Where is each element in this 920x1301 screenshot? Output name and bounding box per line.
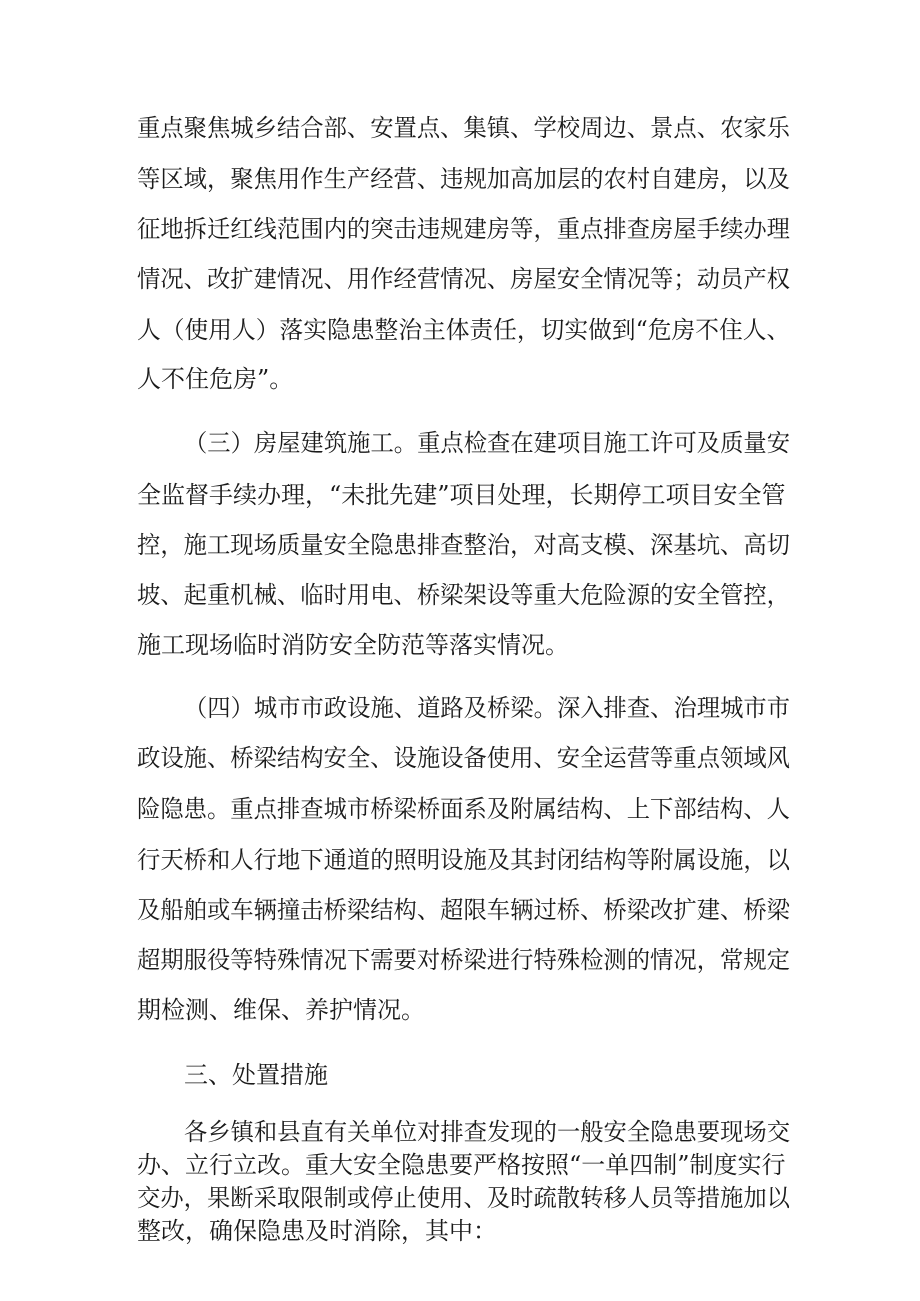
text-line: （四）城市市政设施、道路及桥梁。深入排查、治理城市市 [184,694,791,722]
text-line: 及船舶或车辆撞击桥梁结构、超限车辆过桥、桥梁改扩建、桥梁 [137,896,790,924]
text-line: 行天桥和人行地下通道的照明设施及其封闭结构等附属设施，以 [137,846,790,874]
section-heading: 三、处置措施 [184,1061,328,1089]
text-line: 整改，确保隐患及时消除，其中： [137,1217,497,1245]
text-line: 超期服役等特殊情况下需要对桥梁进行特殊检测的情况，常规定 [137,946,790,974]
text-line: 各乡镇和县直有关单位对排查发现的一般安全隐患要现场交 [184,1118,791,1146]
text-line: 人不住危房”。 [137,365,294,393]
text-line: 控，施工现场质量安全隐患排查整治，对高支模、深基坑、高切 [137,531,790,559]
text-line: 等区域，聚焦用作生产经营、违规加高加层的农村自建房，以及 [137,165,790,193]
text-line: 坡、起重机械、临时用电、桥梁架设等重大危险源的安全管控， [137,581,790,609]
text-line: 重点聚焦城乡结合部、安置点、集镇、学校周边、景点、农家乐 [137,114,790,142]
text-line: 政设施、桥梁结构安全、设施设备使用、安全运营等重点领域风 [137,744,790,772]
text-line: 征地拆迁红线范围内的突击违规建房等，重点排查房屋手续办理 [137,215,790,243]
text-line: 办、立行立改。重大安全隐患要严格按照“一单四制”制度实行 [137,1151,786,1179]
text-line: 交办，果断采取限制或停止使用、及时疏散转移人员等措施加以 [137,1184,790,1212]
text-line: 施工现场临时消防安全防范等落实情况。 [137,631,569,659]
text-line: 人（使用人）落实隐患整治主体责任，切实做到“危房不住人、 [137,316,791,344]
text-line: 情况、改扩建情况、用作经营情况、房屋安全情况等；动员产权 [137,265,790,293]
text-line: 期检测、维保、养护情况。 [137,996,425,1024]
text-line: 全监督手续办理，“未批先建”项目处理，长期停工项目安全管 [137,481,786,509]
text-line: （三）房屋建筑施工。重点检查在建项目施工许可及质量安 [184,429,791,457]
text-line: 险隐患。重点排查城市桥梁桥面系及附属结构、上下部结构、人 [137,795,790,823]
